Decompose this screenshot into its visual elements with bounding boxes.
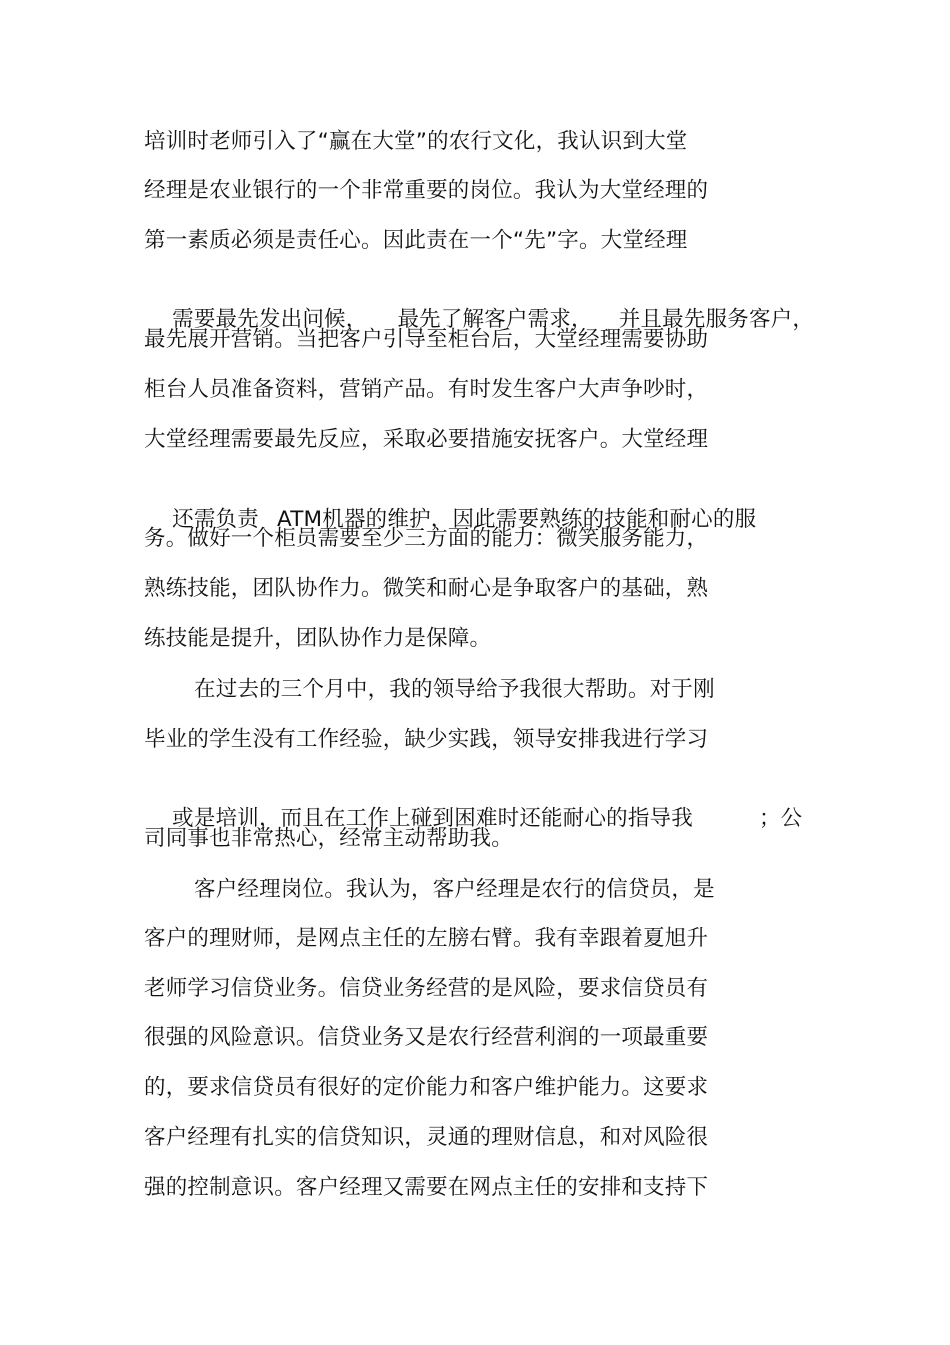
text-line: 第一素质必须是责任心。因此责在一个“先”字。大堂经理 [144, 228, 688, 253]
text-line: 毕业的学生没有工作经验，缺少实践，领导安排我进行学习 [144, 727, 709, 752]
text-segment: ATM机器的维护，因此需要熟练的技能和耐心的服 [276, 507, 757, 532]
text-line: 最先展开营销。当把客户引导至柜台后，大堂经理需要协助 [144, 327, 709, 352]
text-line: 老师学习信贷业务。信贷业务经营的是风险，要求信贷员有 [144, 976, 709, 1001]
text-line: 客户的理财师，是网点主任的左膀右臂。我有幸跟着夏旭升 [144, 926, 709, 951]
text-line: 熟练技能，团队协作力。微笑和耐心是争取客户的基础，熟 [144, 576, 709, 601]
text-line: 在过去的三个月中，我的领导给予我很大帮助。对于刚 [194, 677, 715, 702]
text-line [144, 275, 815, 332]
text-segment: 或是培训，而且在工作上碰到困难时还能耐心的指导我 [172, 806, 693, 831]
text-line: 务。做好一个柜员需要至少三方面的能力：微笑服务能力， [144, 526, 709, 551]
text-segment: 还需负责 [172, 507, 259, 532]
text-segment: ；公 [758, 806, 803, 831]
text-line: 经理是农业银行的一个非常重要的岗位。我认为大堂经理的 [144, 178, 709, 203]
text-line [144, 475, 757, 532]
text-line [144, 774, 803, 831]
text-line: 的，要求信贷员有很好的定价能力和客户维护能力。这要求 [144, 1075, 709, 1100]
text-segment: 并且最先服务客户， [618, 307, 815, 332]
text-line: 强的控制意识。客户经理又需要在网点主任的安排和支持下 [144, 1175, 709, 1200]
text-segment: 需要最先发出问候， [172, 307, 368, 332]
text-line: 培训时老师引入了“赢在大堂”的农行文化，我认识到大堂 [144, 129, 688, 154]
text-line: 大堂经理需要最先反应，采取必要措施安抚客户。大堂经理 [144, 427, 709, 452]
text-line: 很强的风险意识。信贷业务又是农行经营利润的一项最重要 [144, 1025, 709, 1050]
text-line: 客户经理岗位。我认为，客户经理是农行的信贷员，是 [194, 877, 715, 902]
text-line: 柜台人员准备资料，营销产品。有时发生客户大声争吵时， [144, 377, 709, 402]
text-line: 客户经理有扎实的信贷知识，灵通的理财信息，和对风险很 [144, 1125, 709, 1150]
text-line: 练技能是提升，团队协作力是保障。 [144, 626, 492, 651]
text-line: 司同事也非常热心，经常主动帮助我。 [144, 826, 513, 851]
text-segment: 最先了解客户需求， [397, 307, 593, 332]
